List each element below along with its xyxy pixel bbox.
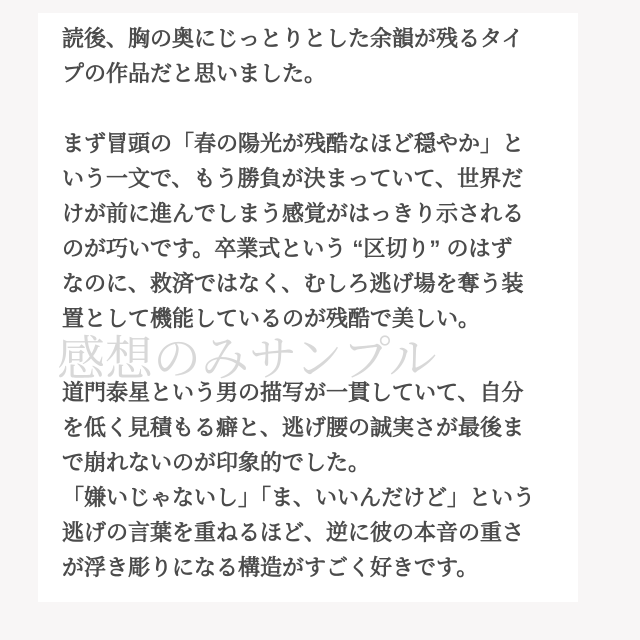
- review-card: [38, 13, 578, 602]
- text-line: 読後、胸の奥にじっとりとした余韻が残るタイ: [62, 26, 524, 51]
- text-line: 「嫌いじゃないし」「ま、いいんだけど」という: [62, 485, 536, 510]
- paragraph-3: [62, 375, 558, 480]
- text-line: まず冒頭の「春の陽光が残酷なほど穏やか」と: [62, 131, 525, 156]
- text-line: 置として機能しているのが残酷で美しい。: [62, 306, 481, 331]
- paragraph-1: [62, 21, 558, 91]
- text-line: 道門泰星という男の描写が一貫していて、自分: [62, 380, 524, 405]
- text-line: けが前に進んでしまう感覚がはっきり示される: [62, 201, 525, 226]
- text-line: が浮き彫りになる構造がすごく好きです。: [62, 555, 479, 580]
- text-line: 逃げの言葉を重ねるほど、逆に彼の本音の重さ: [62, 520, 525, 545]
- text-line: を低く見積もる癖と、逃げ腰の誠実さが最後ま: [62, 415, 525, 440]
- text-line: プの作品だと思いました。: [62, 61, 327, 86]
- text-line: で崩れないのが印象的でした。: [62, 450, 371, 475]
- text-line: いう一文で、もう勝負が決まっていて、世界だ: [62, 166, 524, 191]
- paragraph-4: [62, 480, 558, 585]
- paragraph-2: [62, 126, 558, 336]
- sample-watermark: 感想のみサンプル: [57, 331, 437, 387]
- text-line: のが巧いです。卒業式という “区切り” のはず: [62, 236, 513, 261]
- text-line: なのに、救済ではなく、むしろ逃げ場を奪う装: [62, 271, 524, 296]
- review-text: [38, 13, 578, 585]
